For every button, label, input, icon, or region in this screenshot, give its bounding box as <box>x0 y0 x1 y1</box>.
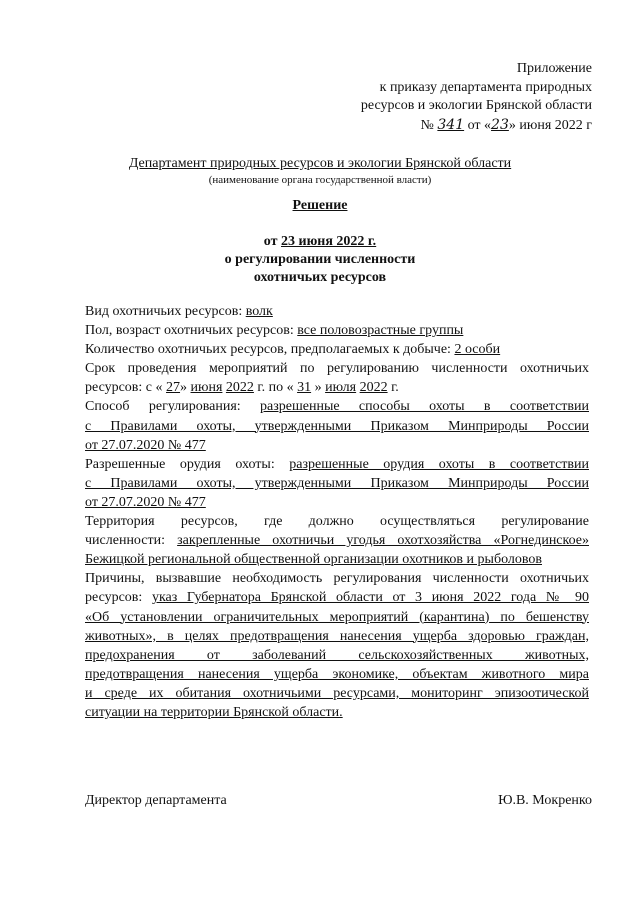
document-title: Решение <box>292 198 348 213</box>
tools-line-1: Разрешенные орудия охоты: разрешенные орудия охоты в соответствии <box>85 456 590 472</box>
tools-line-2: с Правилами охоты, утвержденными Приказом Минприроды России <box>85 475 589 491</box>
period-to-sep: » <box>311 380 326 396</box>
subtitle-line-2: о регулировании численности <box>224 252 416 267</box>
reasons-line-6: предотвращения нанесения ущерба экономике, объектам животного мира <box>85 666 589 682</box>
territory-line-3: Бежицкой региональной общественной организации охотников и рыболовов <box>85 552 542 568</box>
quantity-label: Количество охотничьих ресурсов, предполагаемых к добыче: <box>85 342 455 358</box>
period-line-1: Срок проведения мероприятий по регулированию численности охотничьих <box>85 361 589 377</box>
species-label: Вид охотничьих ресурсов: <box>85 304 246 319</box>
tools-line-3: от 27.07.2020 № 477 <box>85 494 206 510</box>
organization-caption: (наименование органа государственной власти) <box>208 174 432 186</box>
reasons-line-2: ресурсов: указ Губернатора Брянской области от 3 июня 2022 года № 90 <box>85 590 589 606</box>
period-dates <box>85 378 589 397</box>
decision-date-value: 23 июня 2022 г. <box>281 234 377 249</box>
period-from-month: июня <box>190 380 223 396</box>
date-prefix: от <box>263 234 281 249</box>
order-date-rest: » июня 2022 г <box>508 117 592 133</box>
appendix-order-number <box>252 116 592 136</box>
method-line-1: Способ регулирования: разрешенные способы охоты в соответствии <box>85 399 589 415</box>
organization-block <box>40 155 600 187</box>
order-number-handwritten: 341 <box>437 116 465 133</box>
reasons-line-4: животных», в целях предотвращения нанесения ущерба здоровью граждан, <box>85 628 589 644</box>
period-to-suffix: г. <box>387 380 399 396</box>
period-pre: ресурсов: с « <box>85 380 167 396</box>
species-field <box>85 302 589 321</box>
period-to-month: июля <box>325 380 357 396</box>
reasons-line-3: «Об установлении ограничительных мероприятий (карантина) по бешенству <box>85 609 589 625</box>
quantity-field <box>85 340 589 359</box>
territory-line-1: Территория ресурсов, где должно осуществляться регулирование <box>85 514 589 530</box>
reasons-line-1: Причины, вызвавшие необходимость регулирования численности охотничьих <box>85 571 589 587</box>
sex-age-label: Пол, возраст охотничьих ресурсов: <box>85 323 298 339</box>
document-body <box>85 302 589 722</box>
document-subtitle <box>40 233 600 287</box>
period-from-year: 2022 <box>225 380 254 396</box>
territory-line-2: численности: закрепленные охотничьи угодья охотхозяйства «Рогнединское» <box>85 533 589 549</box>
signatory-name: Ю.В. Мокренко <box>498 793 592 808</box>
reasons-line-8: ситуации на территории Брянской области. <box>85 704 343 720</box>
appendix-line-3: ресурсов и экологии Брянской области <box>360 98 592 113</box>
sex-age-field <box>85 321 589 340</box>
territory-value-1: закрепленные охотничьи угодья охотхозяйства «Рогнединское» <box>177 533 589 549</box>
order-date-from: от « <box>467 117 492 133</box>
signatory-position: Директор департамента <box>85 793 227 808</box>
period-to-day: 31 <box>297 380 312 396</box>
tools-value-1: разрешенные орудия охоты в соответствии <box>289 456 590 472</box>
reasons-line-7: и среде их обитания охотничьими ресурсами, мониторинг эпизоотической <box>85 685 589 701</box>
species-value: волк <box>245 304 273 319</box>
method-line-3: от 27.07.2020 № 477 <box>85 437 206 453</box>
signature-block <box>85 793 592 809</box>
period-from-sep: » <box>180 380 191 396</box>
quantity-value: 2 особи <box>454 342 501 358</box>
appendix-line-1: Приложение <box>516 61 592 76</box>
number-sign: № <box>420 117 434 133</box>
sex-age-value: все половозрастные группы <box>297 323 464 339</box>
order-day-handwritten: 23 <box>491 116 509 133</box>
organization-name: Департамент природных ресурсов и экологии Брянской области <box>128 156 512 171</box>
reasons-value-1: указ Губернатора Брянской области от 3 июня 2022 года № 90 <box>151 590 589 606</box>
period-from-day: 27 <box>166 380 181 396</box>
method-value-1: разрешенные способы охоты в соответствии <box>260 399 589 415</box>
reasons-line-5: предохранения от заболеваний сельскохозяйственных животных, <box>85 647 589 663</box>
appendix-header <box>252 60 592 135</box>
period-to-prefix: г. по « <box>253 380 298 396</box>
period-to-year: 2022 <box>359 380 388 396</box>
method-line-2: с Правилами охоты, утвержденными Приказом Минприроды России <box>85 418 589 434</box>
decision-date <box>40 233 600 251</box>
subtitle-line-3: охотничьих ресурсов <box>253 270 387 285</box>
appendix-line-2: к приказу департамента природных <box>379 79 592 95</box>
